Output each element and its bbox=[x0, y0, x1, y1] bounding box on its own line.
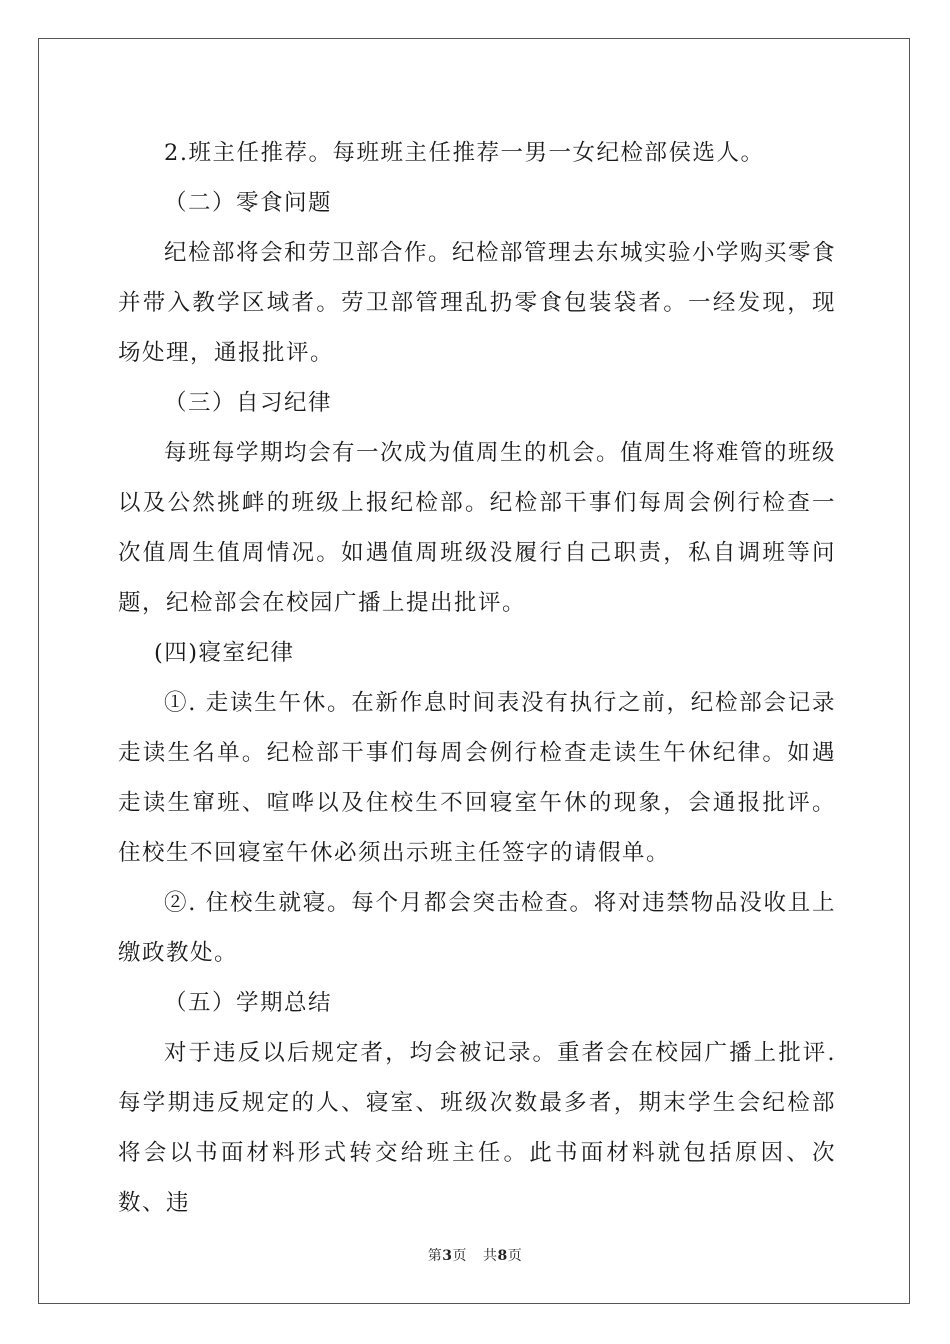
document-body bbox=[118, 128, 836, 1228]
paragraph-self-study: 每班每学期均会有一次成为值周生的机会。值周生将难管的班级以及公然挑衅的班级上报纪检部。纪检部干事们每周会例行检查一次值周生值周情况。如遇值周班级没履行自己职责，私自调班等问题，纪检部会在校园广播上提出批评。 bbox=[118, 440, 837, 616]
section-heading-snacks: （二）零食问题 bbox=[164, 190, 333, 216]
footer-current-page: 3 bbox=[442, 1248, 453, 1264]
section-heading-self-study: （三）自习纪律 bbox=[164, 390, 333, 416]
paragraph-day-student-nap: ①. 走读生午休。在新作息时间表没有执行之前，纪检部会记录走读生名单。纪检部干事们每周会例行检查走读生午休纪律。如遇走读生窜班、喧哗以及住校生不回寝室午休的现象，会通报批评。住校生不回寝室午休必须出示班主任签字的请假单。 bbox=[118, 690, 836, 866]
paragraph-snacks: 纪检部将会和劳卫部合作。纪检部管理去东城实验小学购买零食并带入教学区域者。劳卫部管理乱扔零食包装袋者。一经发现，现场处理，通报批评。 bbox=[118, 240, 837, 366]
paragraph-semester-summary: 对于违反以后规定者，均会被记录。重者会在校园广播上批评.每学期违反规定的人、寝室、班级次数最多者，期末学生会纪检部将会以书面材料形式转交给班主任。此书面材料就包括原因、次数、违 bbox=[118, 1040, 836, 1216]
paragraph-class-teacher-recommendation: 2.班主任推荐。每班班主任推荐一男一女纪检部侯选人。 bbox=[164, 140, 765, 166]
footer-page-suffix: 页 bbox=[452, 1248, 467, 1264]
footer-prefix: 第 bbox=[427, 1248, 443, 1264]
section-heading-semester-summary: （五）学期总结 bbox=[164, 990, 333, 1016]
footer-total-prefix: 共 bbox=[483, 1248, 498, 1264]
footer-total-pages: 8 bbox=[497, 1248, 508, 1264]
section-heading-dormitory: (四)寝室纪律 bbox=[154, 640, 295, 666]
page-footer bbox=[0, 1245, 950, 1265]
footer-total-suffix: 页 bbox=[507, 1248, 523, 1264]
paragraph-boarding-bedtime: ②. 住校生就寝。每个月都会突击检查。将对违禁物品没收且上缴政教处。 bbox=[118, 890, 836, 966]
